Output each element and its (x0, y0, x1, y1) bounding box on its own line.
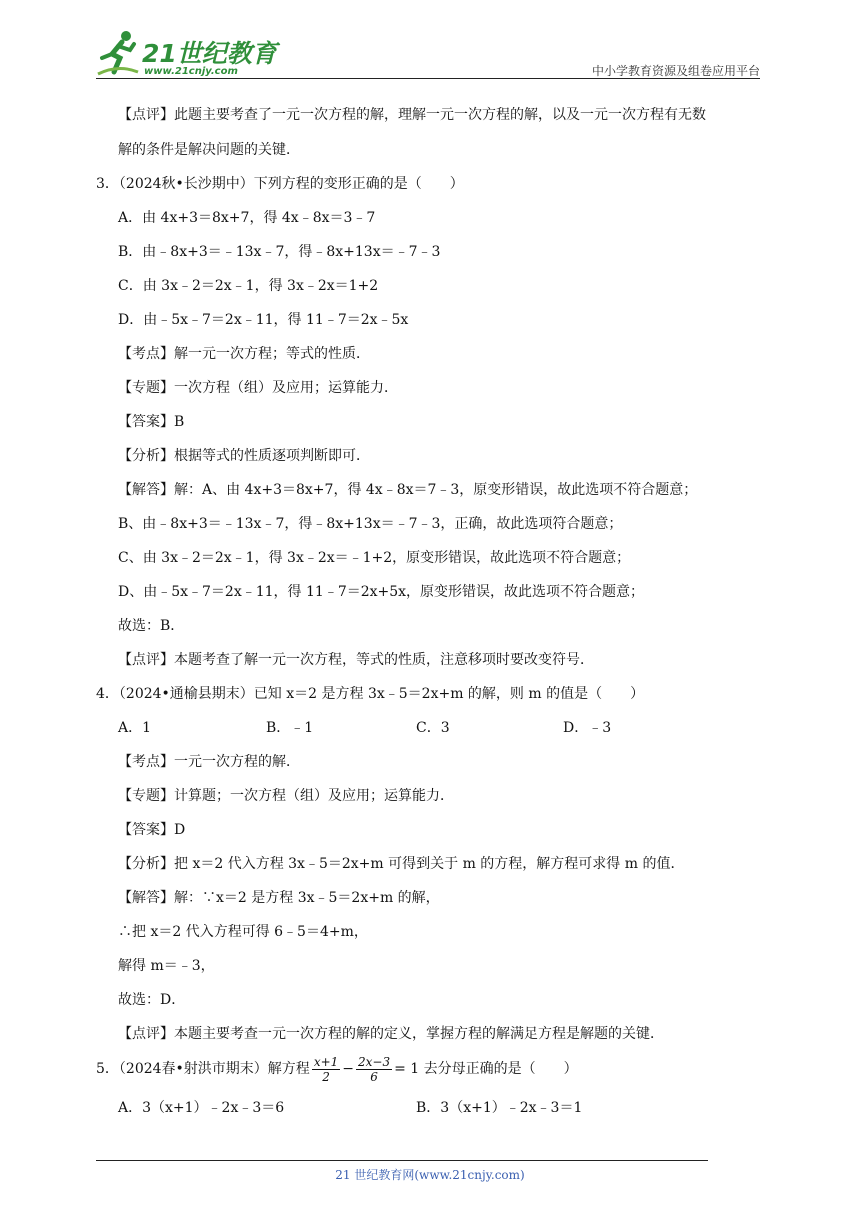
option-c: C．由 3x﹣2＝2x﹣1，得 3x﹣2x＝1+2 (118, 278, 379, 294)
zhuanti: 【专题】一次方程（组）及应用；运算能力． (118, 380, 398, 396)
comment-line-2: 解的条件是解决问题的关键． (118, 142, 300, 158)
option-a: A．1 (118, 720, 152, 736)
kaodian: 【考点】解一元一次方程；等式的性质． (118, 346, 370, 362)
question-text: （2024秋•长沙期中）下列方程的变形正确的是（ ） (118, 176, 464, 192)
comment: 【点评】本题考查了解一元一次方程，等式的性质，注意移项时要改变符号． (118, 652, 594, 668)
solution-line-3: 解得 m＝﹣3， (118, 958, 215, 974)
solution-line-4: D、由﹣5x﹣7＝2x﹣11，得 11﹣7＝2x+5x，原变形错误，故此选项不符合题意； (118, 584, 645, 600)
platform-title: 中小学教育资源及组卷应用平台 (591, 64, 760, 78)
analysis: 【分析】把 x＝2 代入方程 3x﹣5＝2x+m 可得到关于 m 的方程，解方程可求得 m 的值． (118, 856, 685, 872)
question-4-stem (96, 685, 644, 703)
question-number: 4． (96, 686, 119, 702)
page-header (96, 28, 760, 80)
solution-line-3: C、由 3x﹣2＝2x﹣1，得 3x﹣2x＝﹣1+2，原变形错误，故此选项不符合题意； (118, 550, 631, 566)
option-b: B．﹣1 (266, 720, 314, 736)
analysis: 【分析】根据等式的性质逐项判断即可． (118, 448, 370, 464)
equals-one: = 1 (394, 1061, 420, 1077)
option-a: A．3（x+1）﹣2x﹣3＝6 (118, 1100, 285, 1116)
comment: 【点评】本题主要考查一元一次方程的解的定义，掌握方程的解满足方程是解题的关键． (118, 1026, 664, 1042)
question-5-stem (96, 1054, 578, 1084)
question-text-post: 去分母正确的是（ ） (423, 1061, 578, 1077)
option-b: B．由﹣8x+3＝﹣13x﹣7，得﹣8x+13x＝﹣7﹣3 (118, 244, 441, 260)
fraction-1-denominator: 2 (322, 1069, 330, 1084)
solution-line-1: 【解答】解：A、由 4x+3＝8x+7，得 4x﹣8x＝7﹣3，原变形错误，故此选项不符合题意； (118, 482, 698, 498)
question-number: 3． (96, 176, 119, 192)
footer-text: 21 世纪教育网(www.21cnjy.com) (335, 1168, 525, 1182)
fraction-2-denominator: 6 (370, 1069, 378, 1084)
logo-url: www.21cnjy.com (144, 66, 238, 77)
question-text-pre: （2024春•射洪市期末）解方程 (118, 1061, 310, 1077)
solution-line-2: ∴把 x＝2 代入方程可得 6﹣5＝4+m， (118, 924, 368, 940)
comment-line-1: 【点评】此题主要考查了一元一次方程的解，理解一元一次方程的解，以及一元一次方程有无数 (118, 107, 706, 123)
fraction-1 (312, 1055, 340, 1084)
answer: 【答案】B (118, 414, 185, 430)
answer: 【答案】D (118, 822, 186, 838)
choice-line: 故选：B． (118, 618, 185, 634)
fraction-2-numerator: 2x−3 (358, 1054, 391, 1069)
fraction-2 (356, 1055, 392, 1084)
option-c: C．3 (416, 720, 450, 736)
option-d: D．由﹣5x﹣7＝2x﹣11，得 11﹣7＝2x﹣5x (118, 312, 409, 328)
logo-text: 21世纪教育 (142, 39, 277, 68)
header-divider (96, 78, 760, 79)
solution-line-1: 【解答】解：∵x＝2 是方程 3x﹣5＝2x+m 的解， (118, 890, 440, 906)
question-number: 5． (96, 1061, 119, 1077)
minus-sign: − (342, 1061, 355, 1077)
footer-divider (96, 1160, 708, 1161)
option-a: A．由 4x+3＝8x+7，得 4x﹣8x＝3﹣7 (118, 210, 376, 226)
option-b: B．3（x+1）﹣2x﹣3＝1 (416, 1100, 583, 1116)
option-d: D．﹣3 (563, 720, 612, 736)
question-text: （2024•通榆县期末）已知 x＝2 是方程 3x﹣5＝2x+m 的解，则 m 的值是（ ） (118, 686, 645, 702)
solution-line-2: B、由﹣8x+3＝﹣13x﹣7，得﹣8x+13x＝﹣7﹣3，正确，故此选项符合题意； (118, 516, 623, 532)
choice-line: 故选：D． (118, 992, 186, 1008)
question-3-stem (96, 175, 464, 193)
zhuanti: 【专题】计算题；一次方程（组）及应用；运算能力． (118, 788, 454, 804)
running-man-logo-icon (96, 28, 140, 78)
kaodian: 【考点】一元一次方程的解． (118, 754, 300, 770)
fraction-1-numerator: x+1 (313, 1054, 339, 1069)
